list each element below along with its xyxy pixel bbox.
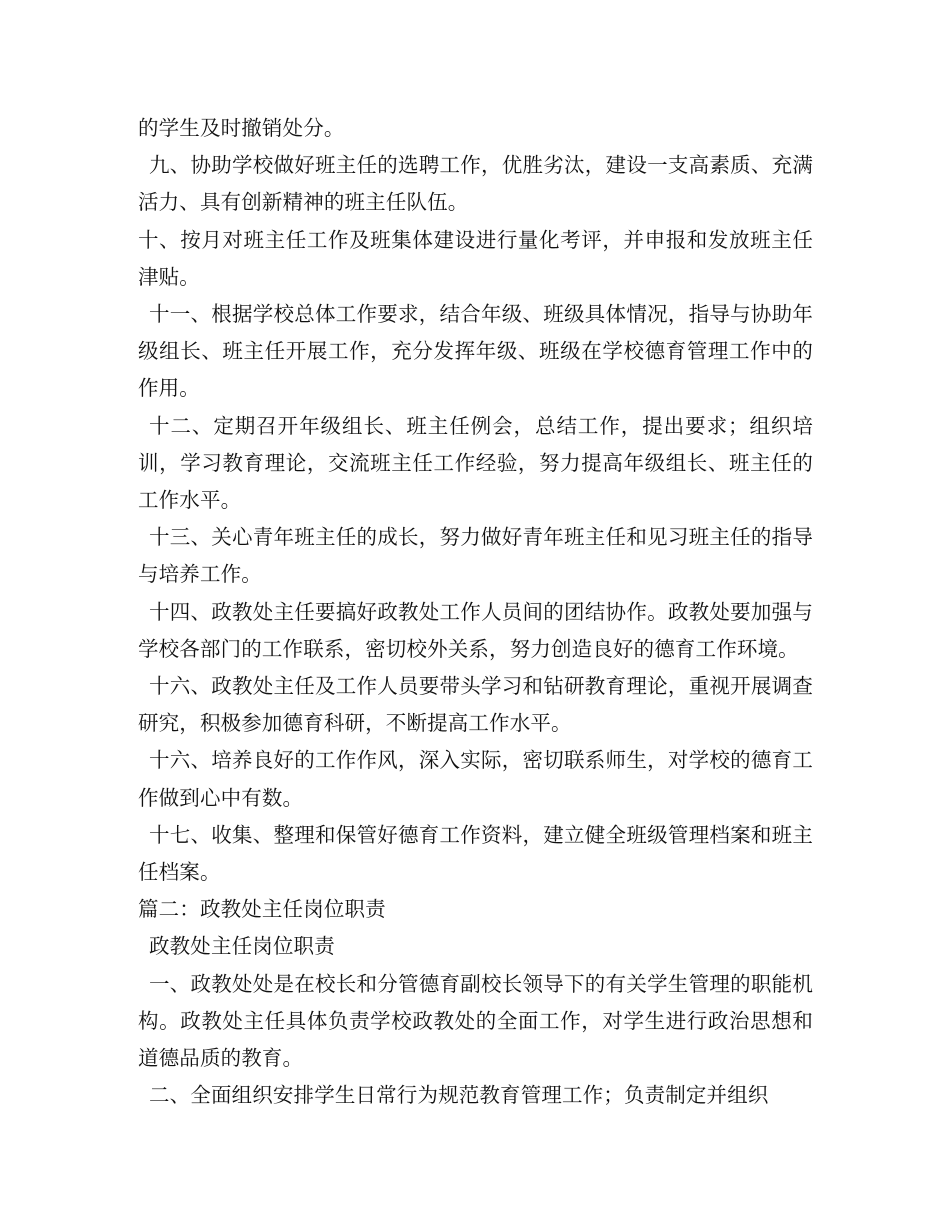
paragraph-item-12: 十二、定期召开年级组长、班主任例会，总结工作，提出要求；组织培训，学习教育理论，交流班主任工作经验，努力提高年级组长、班主任的工作水平。	[138, 413, 813, 513]
section-heading: 篇二：政教处主任岗位职责	[138, 897, 386, 922]
paragraph-item-2: 二、全面组织安排学生日常行为规范教育管理工作；负责制定并组织	[149, 1083, 769, 1108]
document-body	[138, 110, 813, 1114]
paragraph-item-9: 九、协助学校做好班主任的选聘工作，优胜劣汰，建设一支高素质、充满活力、具有创新精神的班主任队伍。	[138, 153, 813, 215]
paragraph-continuation: 的学生及时撤销处分。	[138, 116, 345, 140]
paragraph-item-16b: 十六、培养良好的工作作风，深入实际，密切联系师生，对学校的德育工作做到心中有数。	[138, 748, 813, 810]
section-title: 政教处主任岗位职责	[149, 934, 335, 959]
paragraph-item-17: 十七、收集、整理和保管好德育工作资料，建立健全班级管理档案和班主任档案。	[138, 822, 813, 885]
paragraph-item-11: 十一、根据学校总体工作要求，结合年级、班级具体情况，指导与协助年级组长、班主任开展工作，充分发挥年级、班级在学校德育管理工作中的作用。	[138, 302, 813, 401]
paragraph-item-1: 一、政教处处是在校长和分管德育副校长领导下的有关学生管理的职能机构。政教处主任具体负责学校政教处的全面工作，对学生进行政治思想和道德品质的教育。	[138, 971, 813, 1071]
paragraph-item-13: 十三、关心青年班主任的成长，努力做好青年班主任和见习班主任的指导与培养工作。	[138, 525, 813, 587]
paragraph-item-16a: 十六、政教处主任及工作人员要带头学习和钻研教育理论，重视开展调查研究，积极参加德育科研，不断提高工作水平。	[138, 674, 813, 736]
paragraph-item-14: 十四、政教处主任要搞好政教处工作人员间的团结协作。政教处要加强与学校各部门的工作联系，密切校外关系，努力创造良好的德育工作环境。	[138, 599, 813, 661]
paragraph-item-10: 十、按月对班主任工作及班集体建设进行量化考评，并申报和发放班主任津贴。	[138, 227, 813, 289]
